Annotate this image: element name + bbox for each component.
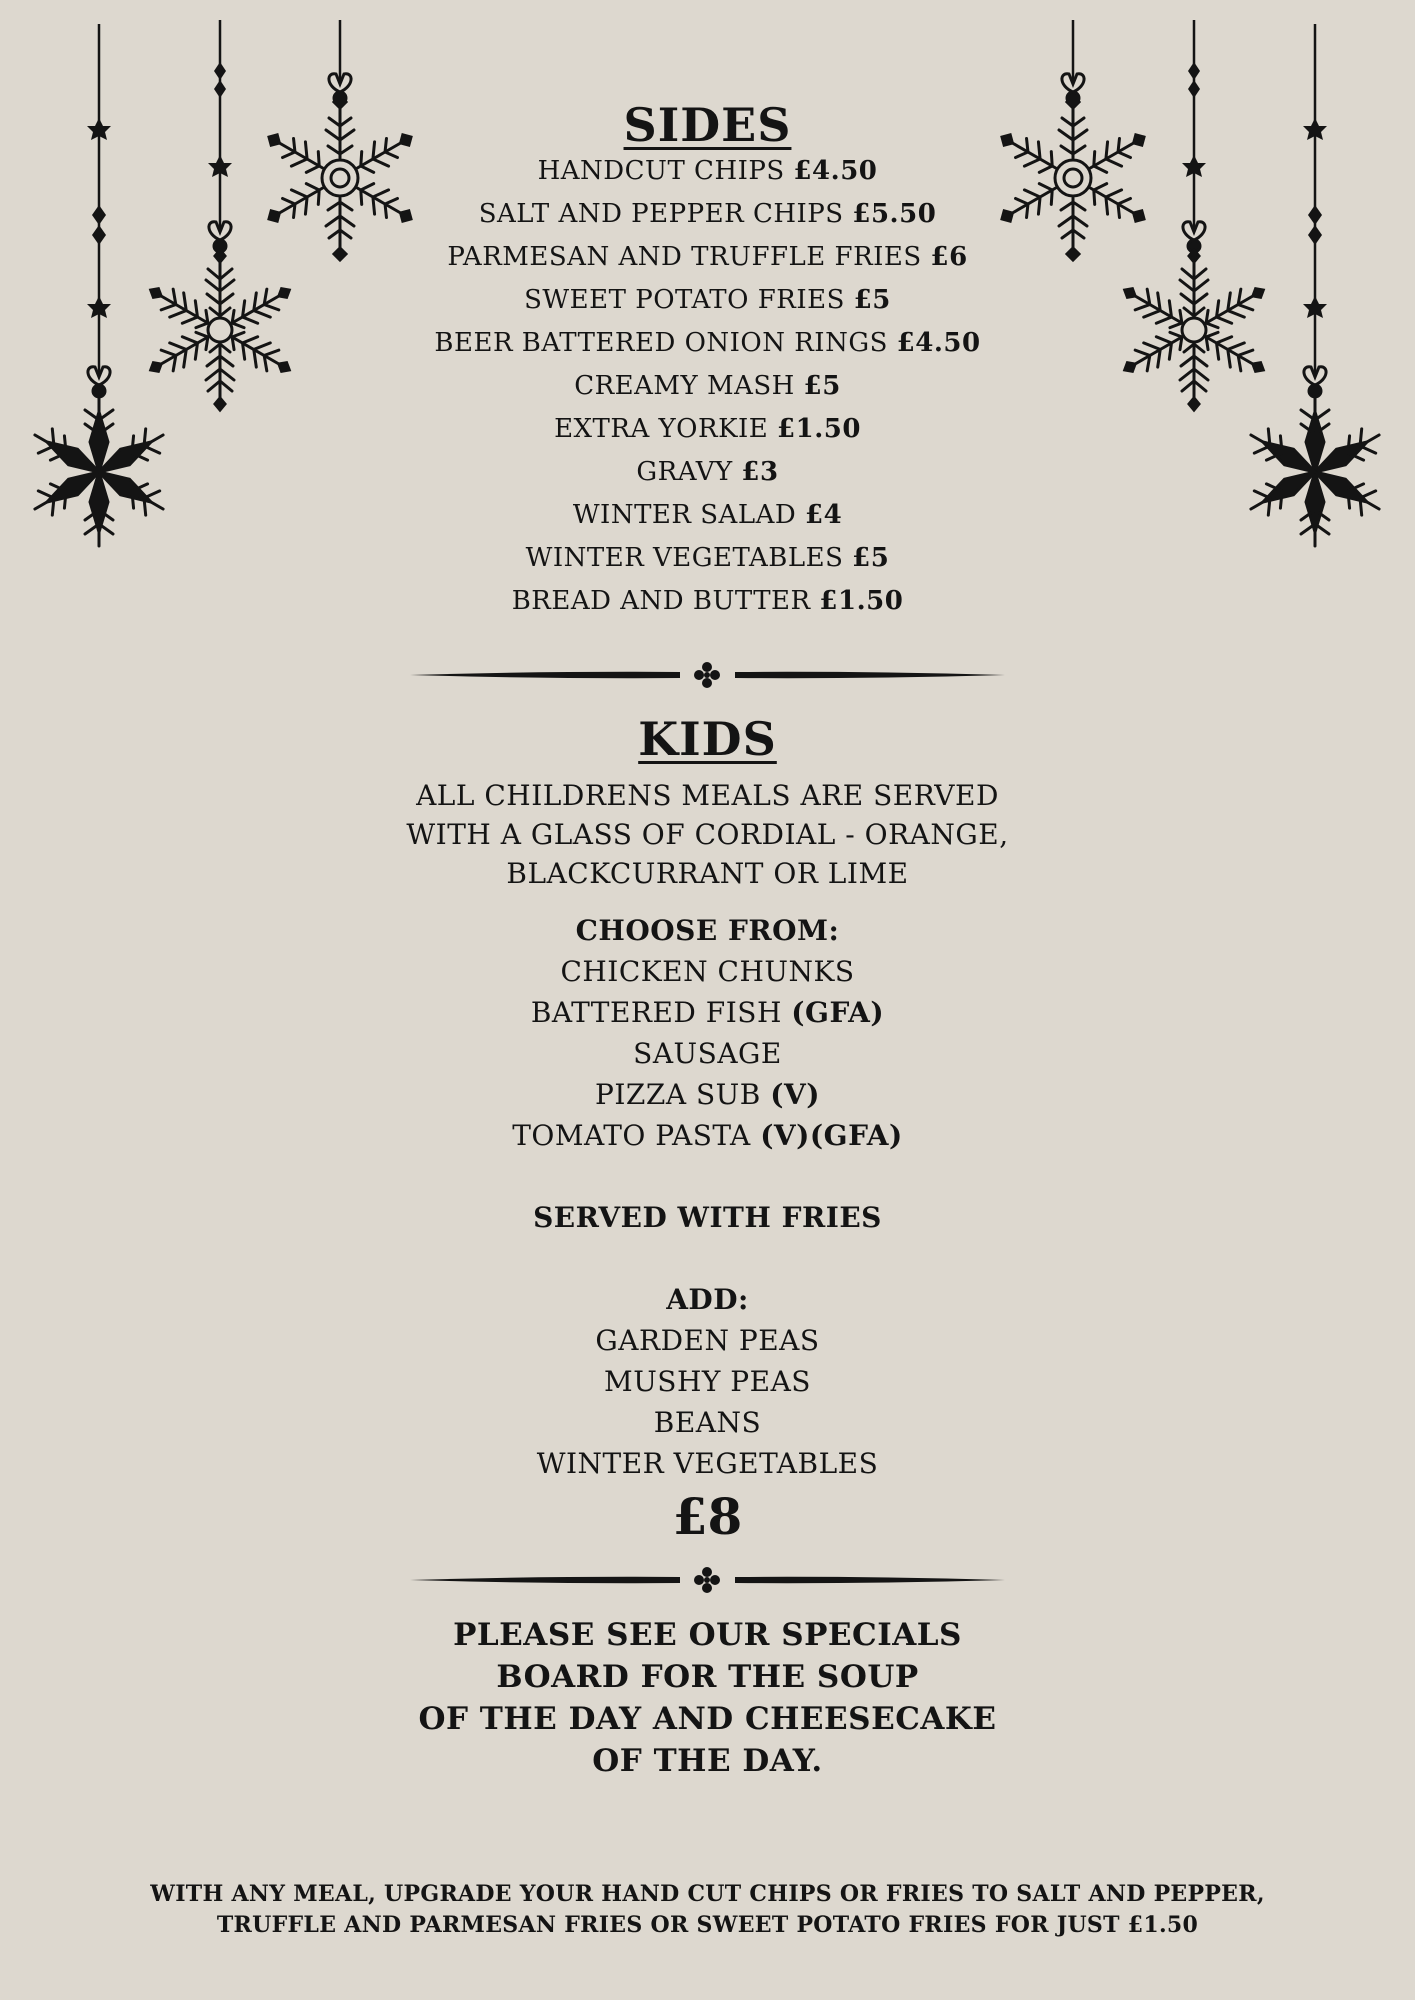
- list-item: [0, 992, 1415, 1033]
- item-price: £5: [853, 285, 891, 315]
- specials-notice: [0, 1614, 1415, 1782]
- item-name: HANDCUT CHIPS: [537, 156, 785, 186]
- dietary-tag: (GFA): [791, 996, 885, 1029]
- kids-options-list: [0, 951, 1415, 1156]
- upgrade-notice: [0, 1879, 1415, 1941]
- list-item: [0, 537, 1415, 580]
- item-price: £4.50: [793, 156, 878, 186]
- list-item: WINTER VEGETABLES: [536, 1447, 879, 1480]
- list-item: [0, 1074, 1415, 1115]
- list-item: [0, 494, 1415, 537]
- sides-list: [0, 150, 1415, 623]
- list-item: BEANS: [653, 1406, 762, 1439]
- choose-label: CHOOSE FROM:: [575, 914, 840, 947]
- list-item: [0, 365, 1415, 408]
- item-price: £5: [803, 371, 841, 401]
- intro-line: WITH A GLASS OF CORDIAL - ORANGE,: [406, 818, 1009, 851]
- item-price: £4.50: [896, 328, 981, 358]
- kids-section: [0, 712, 1415, 1548]
- list-item: [0, 322, 1415, 365]
- item-price: £5.50: [852, 199, 937, 229]
- option-name: TOMATO PASTA: [512, 1119, 751, 1152]
- list-item: [0, 580, 1415, 623]
- intro-line: ALL CHILDRENS MEALS ARE SERVED: [416, 779, 999, 812]
- list-item: [0, 1115, 1415, 1156]
- list-item: [0, 451, 1415, 494]
- item-price: £1.50: [777, 414, 861, 444]
- item-name: WINTER VEGETABLES: [525, 543, 844, 573]
- list-item: GARDEN PEAS: [595, 1324, 820, 1357]
- list-item: [0, 279, 1415, 322]
- upgrade-line: TRUFFLE AND PARMESAN FRIES OR SWEET POTATO FRIES FOR JUST £1.50: [216, 1912, 1199, 1938]
- served-with-label: SERVED WITH FRIES: [533, 1201, 882, 1234]
- item-name: SALT AND PEPPER CHIPS: [478, 199, 844, 229]
- dietary-tag: (V): [770, 1078, 820, 1111]
- item-name: BEER BATTERED ONION RINGS: [434, 328, 888, 358]
- list-item: [0, 150, 1415, 193]
- option-name: BATTERED FISH: [530, 996, 782, 1029]
- item-price: £4: [804, 500, 843, 530]
- item-price: £3: [741, 457, 779, 487]
- ornamental-divider: [410, 660, 1005, 690]
- item-name: SWEET POTATO FRIES: [524, 285, 845, 315]
- item-name: GRAVY: [636, 457, 733, 487]
- item-name: WINTER SALAD: [572, 500, 797, 530]
- list-item: [0, 951, 1415, 992]
- item-name: PARMESAN AND TRUFFLE FRIES: [447, 242, 922, 272]
- option-name: SAUSAGE: [633, 1037, 782, 1070]
- upgrade-line: WITH ANY MEAL, UPGRADE YOUR HAND CUT CHIPS OR FRIES TO SALT AND PEPPER,: [150, 1881, 1265, 1907]
- specials-line: OF THE DAY AND CHEESECAKE: [418, 1701, 997, 1737]
- kids-intro: [0, 776, 1415, 893]
- list-item: [0, 193, 1415, 236]
- ornamental-divider: [410, 1565, 1005, 1595]
- kids-meal-price: £8: [672, 1487, 743, 1546]
- sides-section: [0, 98, 1415, 623]
- specials-line: BOARD FOR THE SOUP: [496, 1659, 919, 1695]
- dietary-tag: (V)(GFA): [760, 1119, 903, 1152]
- item-price: £1.50: [819, 586, 904, 616]
- list-item: [0, 408, 1415, 451]
- option-name: CHICKEN CHUNKS: [560, 955, 855, 988]
- item-name: BREAD AND BUTTER: [511, 586, 811, 616]
- option-name: PIZZA SUB: [595, 1078, 761, 1111]
- item-price: £5: [852, 543, 890, 573]
- specials-line: OF THE DAY.: [592, 1743, 823, 1779]
- item-price: £6: [930, 242, 968, 272]
- list-item: MUSHY PEAS: [604, 1365, 811, 1398]
- list-item: [0, 1033, 1415, 1074]
- kids-add-list: [0, 1320, 1415, 1484]
- item-name: EXTRA YORKIE: [554, 414, 769, 444]
- list-item: [0, 236, 1415, 279]
- add-label: ADD:: [666, 1283, 749, 1316]
- kids-heading: KIDS: [638, 712, 777, 766]
- sides-heading: SIDES: [623, 98, 792, 152]
- intro-line: BLACKCURRANT OR LIME: [506, 857, 909, 890]
- item-name: CREAMY MASH: [574, 371, 795, 401]
- specials-line: PLEASE SEE OUR SPECIALS: [453, 1617, 962, 1653]
